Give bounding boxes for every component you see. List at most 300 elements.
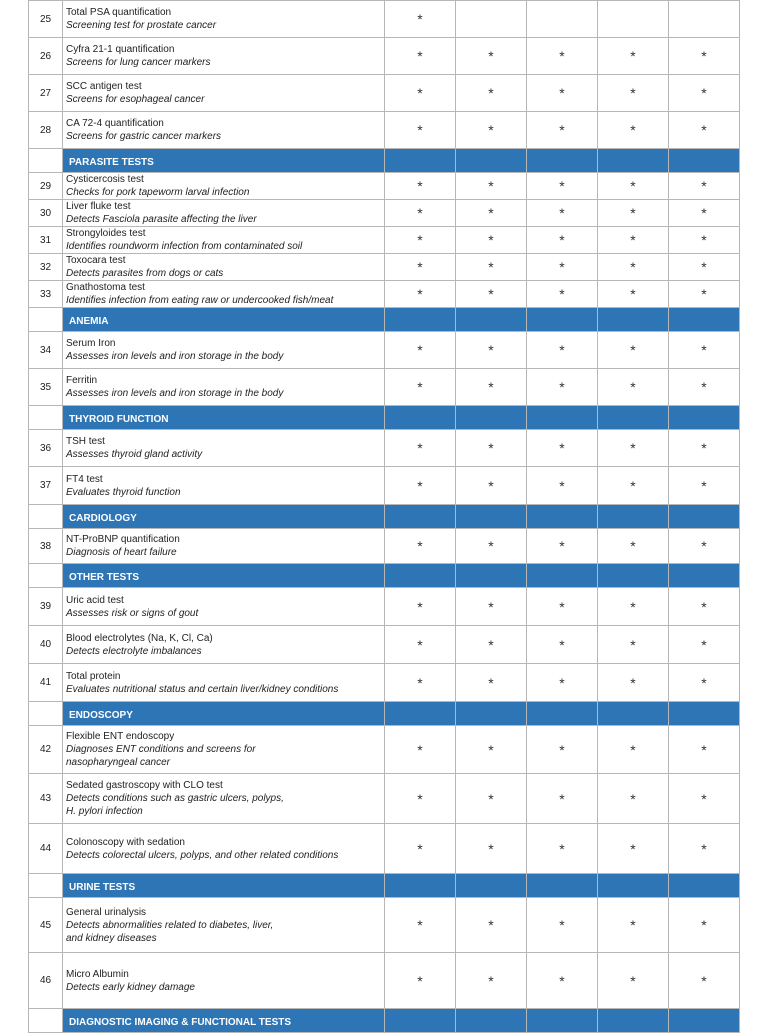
test-description-cell (63, 200, 385, 227)
included-mark-icon: * (417, 598, 423, 615)
test-name: Gnathostoma test (66, 282, 145, 293)
section-fill-cell (527, 874, 598, 898)
included-mark-icon: * (701, 972, 707, 989)
table-row (29, 898, 740, 953)
section-fill-cell (456, 874, 527, 898)
package-cell (669, 369, 740, 406)
row-number: 29 (29, 173, 63, 200)
included-mark-icon: * (559, 440, 565, 456)
package-cell (385, 38, 456, 75)
included-mark-icon: * (417, 790, 423, 807)
included-mark-icon: * (701, 48, 707, 64)
section-title: DIAGNOSTIC IMAGING & FUNCTIONAL TESTS (69, 1016, 292, 1028)
test-note: Screens for gastric cancer markers (66, 131, 222, 142)
included-mark-icon: * (559, 598, 565, 615)
section-fill-cell (598, 406, 669, 430)
package-cell (598, 200, 669, 227)
package-cell (385, 281, 456, 308)
included-mark-icon: * (488, 840, 494, 857)
package-cell (669, 430, 740, 467)
table-row (29, 953, 740, 1009)
row-number: 26 (29, 38, 63, 75)
test-note: Diagnoses ENT conditions and screens for nasopharyngeal cancer (66, 744, 256, 768)
section-header-row (29, 1009, 740, 1033)
test-description-cell (63, 774, 385, 824)
package-cell (598, 898, 669, 953)
section-title: PARASITE TESTS (69, 156, 154, 168)
row-number: 40 (29, 626, 63, 664)
included-mark-icon: * (559, 205, 565, 221)
package-cell (527, 664, 598, 702)
included-mark-icon: * (630, 342, 636, 358)
test-name: Serum Iron (66, 338, 116, 349)
package-cell (527, 588, 598, 626)
test-note: Assesses iron levels and iron storage in the body (66, 351, 284, 362)
included-mark-icon: * (559, 741, 565, 758)
table-row (29, 626, 740, 664)
included-mark-icon: * (488, 232, 494, 248)
test-name: Cysticercosis test (66, 174, 144, 185)
section-fill-cell (385, 149, 456, 173)
included-mark-icon: * (701, 205, 707, 221)
section-fill-cell (598, 308, 669, 332)
section-fill-cell (669, 308, 740, 332)
included-mark-icon: * (488, 259, 494, 275)
test-description-cell (63, 254, 385, 281)
table-row (29, 227, 740, 254)
package-cell (385, 953, 456, 1009)
package-cell (527, 430, 598, 467)
test-note: Assesses thyroid gland activity (66, 449, 203, 460)
included-mark-icon: * (630, 122, 636, 138)
test-note: Screening test for prostate cancer (66, 20, 217, 31)
included-mark-icon: * (488, 674, 494, 691)
test-name: Sedated gastroscopy with CLO test (66, 780, 223, 791)
section-fill-cell (669, 505, 740, 529)
package-cell (598, 774, 669, 824)
included-mark-icon: * (417, 741, 423, 758)
test-name: Liver fluke test (66, 201, 131, 212)
package-cell (598, 824, 669, 874)
included-mark-icon: * (488, 790, 494, 807)
section-fill-cell (527, 702, 598, 726)
section-fill-cell (527, 149, 598, 173)
package-cell (669, 75, 740, 112)
included-mark-icon: * (701, 636, 707, 653)
test-note: Detects parasites from dogs or cats (66, 268, 224, 279)
package-cell (598, 332, 669, 369)
package-cell (669, 227, 740, 254)
package-cell (456, 112, 527, 149)
package-cell (385, 1, 456, 38)
included-mark-icon: * (630, 790, 636, 807)
included-mark-icon: * (488, 598, 494, 615)
section-fill-cell (385, 702, 456, 726)
package-cell (527, 369, 598, 406)
included-mark-icon: * (630, 259, 636, 275)
table-row (29, 664, 740, 702)
section-header-row (29, 149, 740, 173)
table-row (29, 529, 740, 564)
included-mark-icon: * (701, 598, 707, 615)
included-mark-icon: * (559, 674, 565, 691)
package-cell (456, 664, 527, 702)
package-cell (456, 281, 527, 308)
row-number: 27 (29, 75, 63, 112)
included-mark-icon: * (417, 286, 423, 302)
test-note: Identifies roundworm infection from contaminated soil (66, 241, 303, 252)
test-description-cell (63, 227, 385, 254)
section-title-cell (63, 308, 385, 332)
row-number: 42 (29, 726, 63, 774)
package-cell (598, 430, 669, 467)
test-note: Screens for esophageal cancer (66, 94, 205, 105)
section-number-cell (29, 308, 63, 332)
included-mark-icon: * (417, 840, 423, 857)
package-cell (669, 664, 740, 702)
section-number-cell (29, 149, 63, 173)
section-title: ENDOSCOPY (69, 709, 133, 721)
test-description-cell (63, 75, 385, 112)
test-description-cell (63, 369, 385, 406)
section-fill-cell (598, 564, 669, 588)
section-number-cell (29, 505, 63, 529)
test-note: Assesses risk or signs of gout (66, 607, 199, 619)
package-cell (456, 953, 527, 1009)
package-cell (669, 200, 740, 227)
section-fill-cell (598, 149, 669, 173)
test-name: TSH test (66, 436, 105, 447)
included-mark-icon: * (559, 538, 565, 554)
package-cell (527, 953, 598, 1009)
test-description-cell (63, 1, 385, 38)
package-cell (598, 467, 669, 505)
included-mark-icon: * (701, 790, 707, 807)
section-header-row (29, 564, 740, 588)
test-description-cell (63, 898, 385, 953)
section-fill-cell (527, 564, 598, 588)
package-cell (598, 626, 669, 664)
included-mark-icon: * (417, 85, 423, 101)
package-cell (669, 626, 740, 664)
package-cell (598, 529, 669, 564)
package-cell (456, 898, 527, 953)
included-mark-icon: * (417, 11, 423, 27)
test-name: NT-ProBNP quantification (66, 534, 180, 545)
package-cell (456, 75, 527, 112)
included-mark-icon: * (630, 85, 636, 101)
included-mark-icon: * (630, 741, 636, 758)
section-title-cell (63, 406, 385, 430)
test-note: Detects colorectal ulcers, polyps, and other related conditions (66, 849, 339, 861)
test-name: Strongyloides test (66, 228, 146, 239)
included-mark-icon: * (488, 342, 494, 358)
included-mark-icon: * (701, 286, 707, 302)
included-mark-icon: * (630, 48, 636, 64)
included-mark-icon: * (630, 440, 636, 456)
included-mark-icon: * (701, 917, 707, 933)
included-mark-icon: * (701, 379, 707, 395)
included-mark-icon: * (488, 286, 494, 302)
package-cell (456, 626, 527, 664)
section-fill-cell (527, 1009, 598, 1033)
test-name: Micro Albumin (66, 968, 129, 980)
section-fill-cell (669, 702, 740, 726)
package-cell (598, 369, 669, 406)
test-description-cell (63, 173, 385, 200)
row-number: 46 (29, 953, 63, 1009)
row-number: 32 (29, 254, 63, 281)
included-mark-icon: * (488, 205, 494, 221)
test-package-table (28, 0, 740, 1033)
included-mark-icon: * (630, 205, 636, 221)
package-cell (598, 281, 669, 308)
included-mark-icon: * (559, 636, 565, 653)
test-note: Evaluates nutritional status and certain liver/kidney conditions (66, 683, 339, 695)
included-mark-icon: * (701, 840, 707, 857)
package-cell (385, 774, 456, 824)
test-description-cell (63, 38, 385, 75)
section-fill-cell (456, 564, 527, 588)
test-description-cell (63, 824, 385, 874)
package-cell (669, 254, 740, 281)
section-fill-cell (456, 406, 527, 430)
included-mark-icon: * (701, 122, 707, 138)
package-cell (456, 774, 527, 824)
package-cell (456, 332, 527, 369)
test-name: Total PSA quantification (66, 7, 172, 18)
section-number-cell (29, 564, 63, 588)
package-cell (527, 774, 598, 824)
package-cell (669, 38, 740, 75)
package-cell (456, 369, 527, 406)
test-note: Detects electrolyte imbalances (66, 645, 202, 657)
row-number: 41 (29, 664, 63, 702)
package-cell (385, 467, 456, 505)
package-cell (598, 664, 669, 702)
included-mark-icon: * (559, 232, 565, 248)
row-number: 39 (29, 588, 63, 626)
section-fill-cell (527, 406, 598, 430)
row-number: 36 (29, 430, 63, 467)
package-cell (456, 529, 527, 564)
package-cell (527, 824, 598, 874)
row-number: 43 (29, 774, 63, 824)
test-name: Toxocara test (66, 255, 126, 266)
row-number: 44 (29, 824, 63, 874)
table-row (29, 430, 740, 467)
section-title-cell (63, 874, 385, 898)
included-mark-icon: * (630, 598, 636, 615)
included-mark-icon: * (488, 178, 494, 194)
section-fill-cell (527, 505, 598, 529)
test-name: CA 72-4 quantification (66, 118, 164, 129)
package-cell (669, 1, 740, 38)
section-fill-cell (598, 874, 669, 898)
section-title: CARDIOLOGY (69, 512, 137, 524)
included-mark-icon: * (559, 48, 565, 64)
row-number: 28 (29, 112, 63, 149)
section-fill-cell (456, 1009, 527, 1033)
package-cell (456, 726, 527, 774)
test-description-cell (63, 467, 385, 505)
package-cell (527, 1, 598, 38)
section-title: OTHER TESTS (69, 571, 140, 583)
row-number: 33 (29, 281, 63, 308)
section-fill-cell (385, 406, 456, 430)
included-mark-icon: * (559, 972, 565, 989)
package-cell (669, 588, 740, 626)
package-cell (456, 227, 527, 254)
test-description-cell (63, 953, 385, 1009)
table-row (29, 824, 740, 874)
section-title-cell (63, 505, 385, 529)
package-cell (598, 173, 669, 200)
package-cell (385, 726, 456, 774)
section-fill-cell (598, 702, 669, 726)
table-row (29, 173, 740, 200)
section-fill-cell (527, 308, 598, 332)
package-cell (669, 173, 740, 200)
package-cell (669, 726, 740, 774)
package-cell (385, 824, 456, 874)
package-cell (527, 112, 598, 149)
package-cell (598, 112, 669, 149)
included-mark-icon: * (559, 122, 565, 138)
included-mark-icon: * (417, 232, 423, 248)
package-cell (527, 726, 598, 774)
test-note: Detects abnormalities related to diabetes, liver, and kidney diseases (66, 919, 274, 944)
included-mark-icon: * (559, 379, 565, 395)
included-mark-icon: * (559, 286, 565, 302)
row-number: 35 (29, 369, 63, 406)
test-name: Uric acid test (66, 594, 124, 606)
package-cell (456, 254, 527, 281)
section-fill-cell (456, 505, 527, 529)
section-number-cell (29, 702, 63, 726)
table-row (29, 38, 740, 75)
section-fill-cell (669, 874, 740, 898)
package-cell (669, 112, 740, 149)
test-description-cell (63, 332, 385, 369)
test-description-cell (63, 281, 385, 308)
package-cell (527, 254, 598, 281)
section-fill-cell (598, 1009, 669, 1033)
section-fill-cell (385, 308, 456, 332)
test-note: Evaluates thyroid function (66, 486, 181, 498)
included-mark-icon: * (488, 477, 494, 494)
included-mark-icon: * (488, 917, 494, 933)
package-cell (385, 430, 456, 467)
included-mark-icon: * (417, 122, 423, 138)
package-cell (598, 953, 669, 1009)
package-cell (456, 1, 527, 38)
package-cell (669, 953, 740, 1009)
table-row (29, 112, 740, 149)
package-cell (456, 38, 527, 75)
section-number-cell (29, 874, 63, 898)
package-cell (598, 227, 669, 254)
package-cell (598, 726, 669, 774)
package-cell (669, 898, 740, 953)
section-header-row (29, 874, 740, 898)
included-mark-icon: * (630, 636, 636, 653)
table-row (29, 1, 740, 38)
package-cell (385, 588, 456, 626)
included-mark-icon: * (417, 972, 423, 989)
package-cell (456, 200, 527, 227)
table-row (29, 75, 740, 112)
section-fill-cell (385, 1009, 456, 1033)
included-mark-icon: * (559, 840, 565, 857)
included-mark-icon: * (701, 440, 707, 456)
row-number: 38 (29, 529, 63, 564)
package-cell (669, 467, 740, 505)
included-mark-icon: * (559, 178, 565, 194)
package-cell (527, 200, 598, 227)
package-cell (598, 254, 669, 281)
included-mark-icon: * (630, 674, 636, 691)
package-cell (527, 898, 598, 953)
package-cell (527, 332, 598, 369)
included-mark-icon: * (417, 259, 423, 275)
package-cell (669, 281, 740, 308)
included-mark-icon: * (488, 122, 494, 138)
test-description-cell (63, 626, 385, 664)
package-cell (598, 1, 669, 38)
included-mark-icon: * (630, 178, 636, 194)
table-row (29, 774, 740, 824)
section-title-cell (63, 564, 385, 588)
table-row (29, 369, 740, 406)
section-number-cell (29, 406, 63, 430)
included-mark-icon: * (488, 636, 494, 653)
included-mark-icon: * (417, 917, 423, 933)
section-fill-cell (385, 874, 456, 898)
included-mark-icon: * (559, 917, 565, 933)
test-name: Flexible ENT endoscopy (66, 731, 175, 742)
table-row (29, 254, 740, 281)
included-mark-icon: * (701, 259, 707, 275)
package-cell (456, 824, 527, 874)
included-mark-icon: * (488, 85, 494, 101)
included-mark-icon: * (701, 342, 707, 358)
section-fill-cell (669, 1009, 740, 1033)
included-mark-icon: * (417, 205, 423, 221)
included-mark-icon: * (417, 440, 423, 456)
included-mark-icon: * (488, 48, 494, 64)
included-mark-icon: * (701, 477, 707, 494)
package-cell (527, 75, 598, 112)
included-mark-icon: * (488, 741, 494, 758)
test-name: Cyfra 21-1 quantification (66, 44, 175, 55)
included-mark-icon: * (417, 178, 423, 194)
section-fill-cell (456, 149, 527, 173)
included-mark-icon: * (630, 917, 636, 933)
test-description-cell (63, 588, 385, 626)
package-cell (385, 332, 456, 369)
included-mark-icon: * (701, 674, 707, 691)
package-cell (385, 898, 456, 953)
table-row (29, 588, 740, 626)
row-number: 45 (29, 898, 63, 953)
included-mark-icon: * (488, 972, 494, 989)
package-cell (385, 664, 456, 702)
included-mark-icon: * (630, 286, 636, 302)
included-mark-icon: * (630, 538, 636, 554)
section-header-row (29, 505, 740, 529)
package-cell (385, 75, 456, 112)
